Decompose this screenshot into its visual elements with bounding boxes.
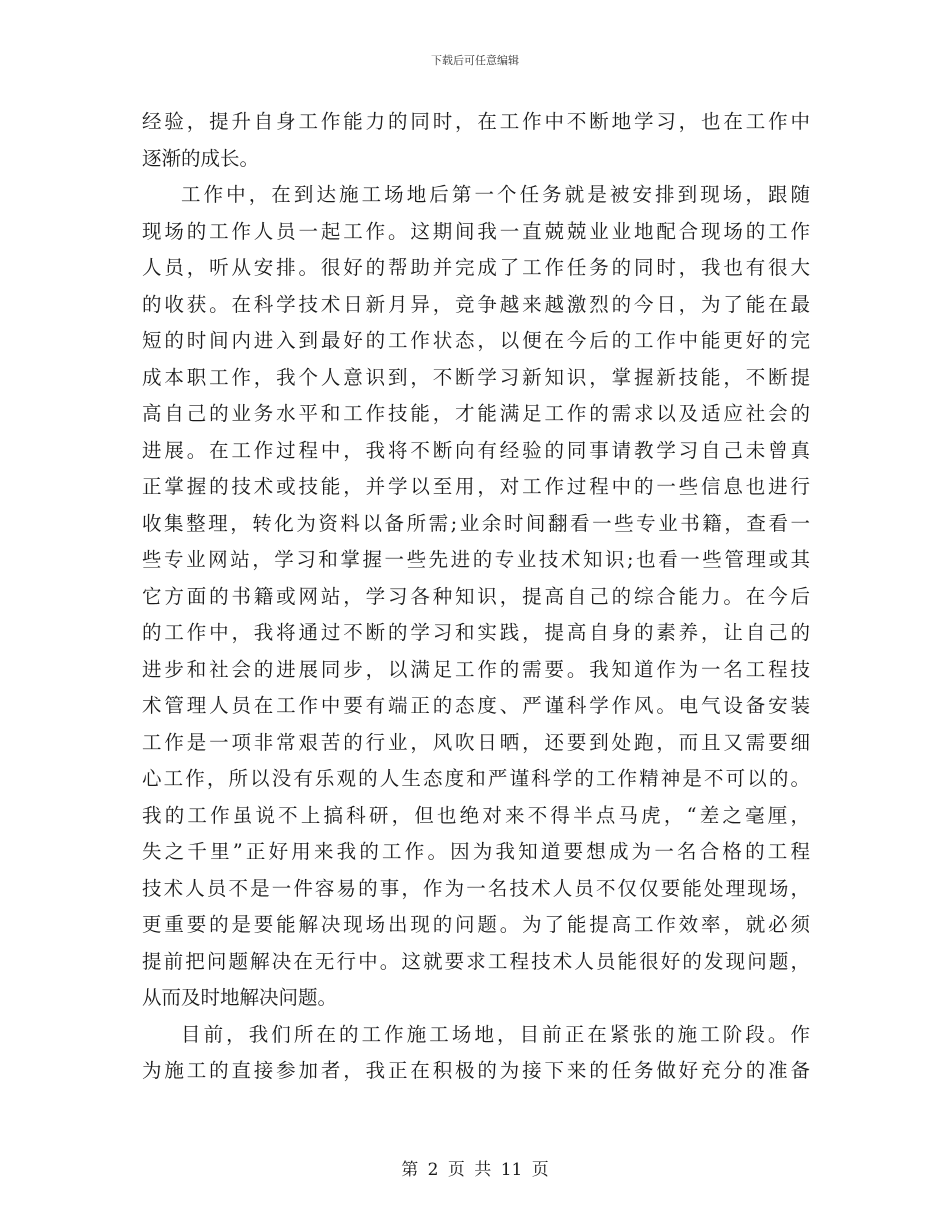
text-line: 现场的工作人员一起工作。这期间我一直兢兢业业地配合现场的工作	[142, 219, 810, 243]
page-header-note: 下载后可任意编辑	[431, 54, 519, 67]
page-number-footer: 第 2 页 共 11 页	[401, 1160, 549, 1180]
text-line: 进步和社会的进展同步，以满足工作的需要。我知道作为一名工程技	[142, 657, 810, 681]
text-line: 人员，听从安排。很好的帮助并完成了工作任务的同时，我也有很大	[142, 256, 810, 279]
text-line: 它方面的书籍或网站，学习各种知识，提高自己的综合能力。在今后	[142, 584, 810, 608]
text-line: 失之千里”正好用来我的工作。因为我知道要想成为一名合格的工程	[142, 840, 810, 863]
text-line: 高自己的业务水平和工作技能，才能满足工作的需求以及适应社会的	[142, 402, 810, 425]
text-line: 更重要的是要能解决现场出现的问题。为了能提高工作效率，就必须	[142, 913, 810, 936]
document-body	[142, 104, 810, 1090]
text-line: 逐渐的成长。	[142, 146, 260, 170]
text-line: 的工作中，我将通过不断的学习和实践，提高自身的素养，让自己的	[142, 621, 810, 644]
text-line: 提前把问题解决在无行中。这就要求工程技术人员能很好的发现问题，	[142, 949, 810, 973]
text-line: 为施工的直接参加者，我正在积极的为接下来的任务做好充分的准备	[142, 1059, 810, 1082]
text-line: 收集整理，转化为资料以备所需;业余时间翻看一些专业书籍，查看一	[142, 511, 810, 535]
text-line: 进展。在工作过程中，我将不断向有经验的同事请教学习自己未曾真	[142, 438, 810, 462]
text-line: 技术人员不是一件容易的事，作为一名技术人员不仅仅要能处理现场，	[142, 876, 810, 900]
text-line: 经验，提升自身工作能力的同时，在工作中不断地学习，也在工作中	[142, 110, 810, 133]
text-line: 心工作，所以没有乐观的人生态度和严谨科学的工作精神是不可以的。	[142, 767, 810, 790]
text-line: 术管理人员在工作中要有端正的态度、严谨科学作风。电气设备安装	[142, 694, 810, 717]
paragraph-first-line: 工作中，在到达施工场地后第一个任务就是被安排到现场，跟随	[181, 183, 810, 206]
text-line: 我的工作虽说不上搞科研，但也绝对来不得半点马虎，“差之毫厘，	[142, 803, 810, 827]
text-line: 正掌握的技术或技能，并学以至用，对工作过程中的一些信息也进行	[142, 475, 810, 498]
text-line: 些专业网站，学习和掌握一些先进的专业技术知识;也看一些管理或其	[142, 548, 810, 571]
text-line: 成本职工作，我个人意识到，不断学习新知识，掌握新技能，不断提	[142, 365, 810, 389]
paragraph-first-line: 目前，我们所在的工作施工场地，目前正在紧张的施工阶段。作	[181, 1022, 810, 1046]
text-line: 工作是一项非常艰苦的行业，风吹日晒，还要到处跑，而且又需要细	[142, 730, 810, 754]
text-line: 从而及时地解决问题。	[142, 986, 338, 1009]
text-line: 的收获。在科学技术日新月异，竞争越来越激烈的今日，为了能在最	[142, 292, 810, 316]
text-line: 短的时间内进入到最好的工作状态，以便在今后的工作中能更好的完	[142, 329, 810, 352]
